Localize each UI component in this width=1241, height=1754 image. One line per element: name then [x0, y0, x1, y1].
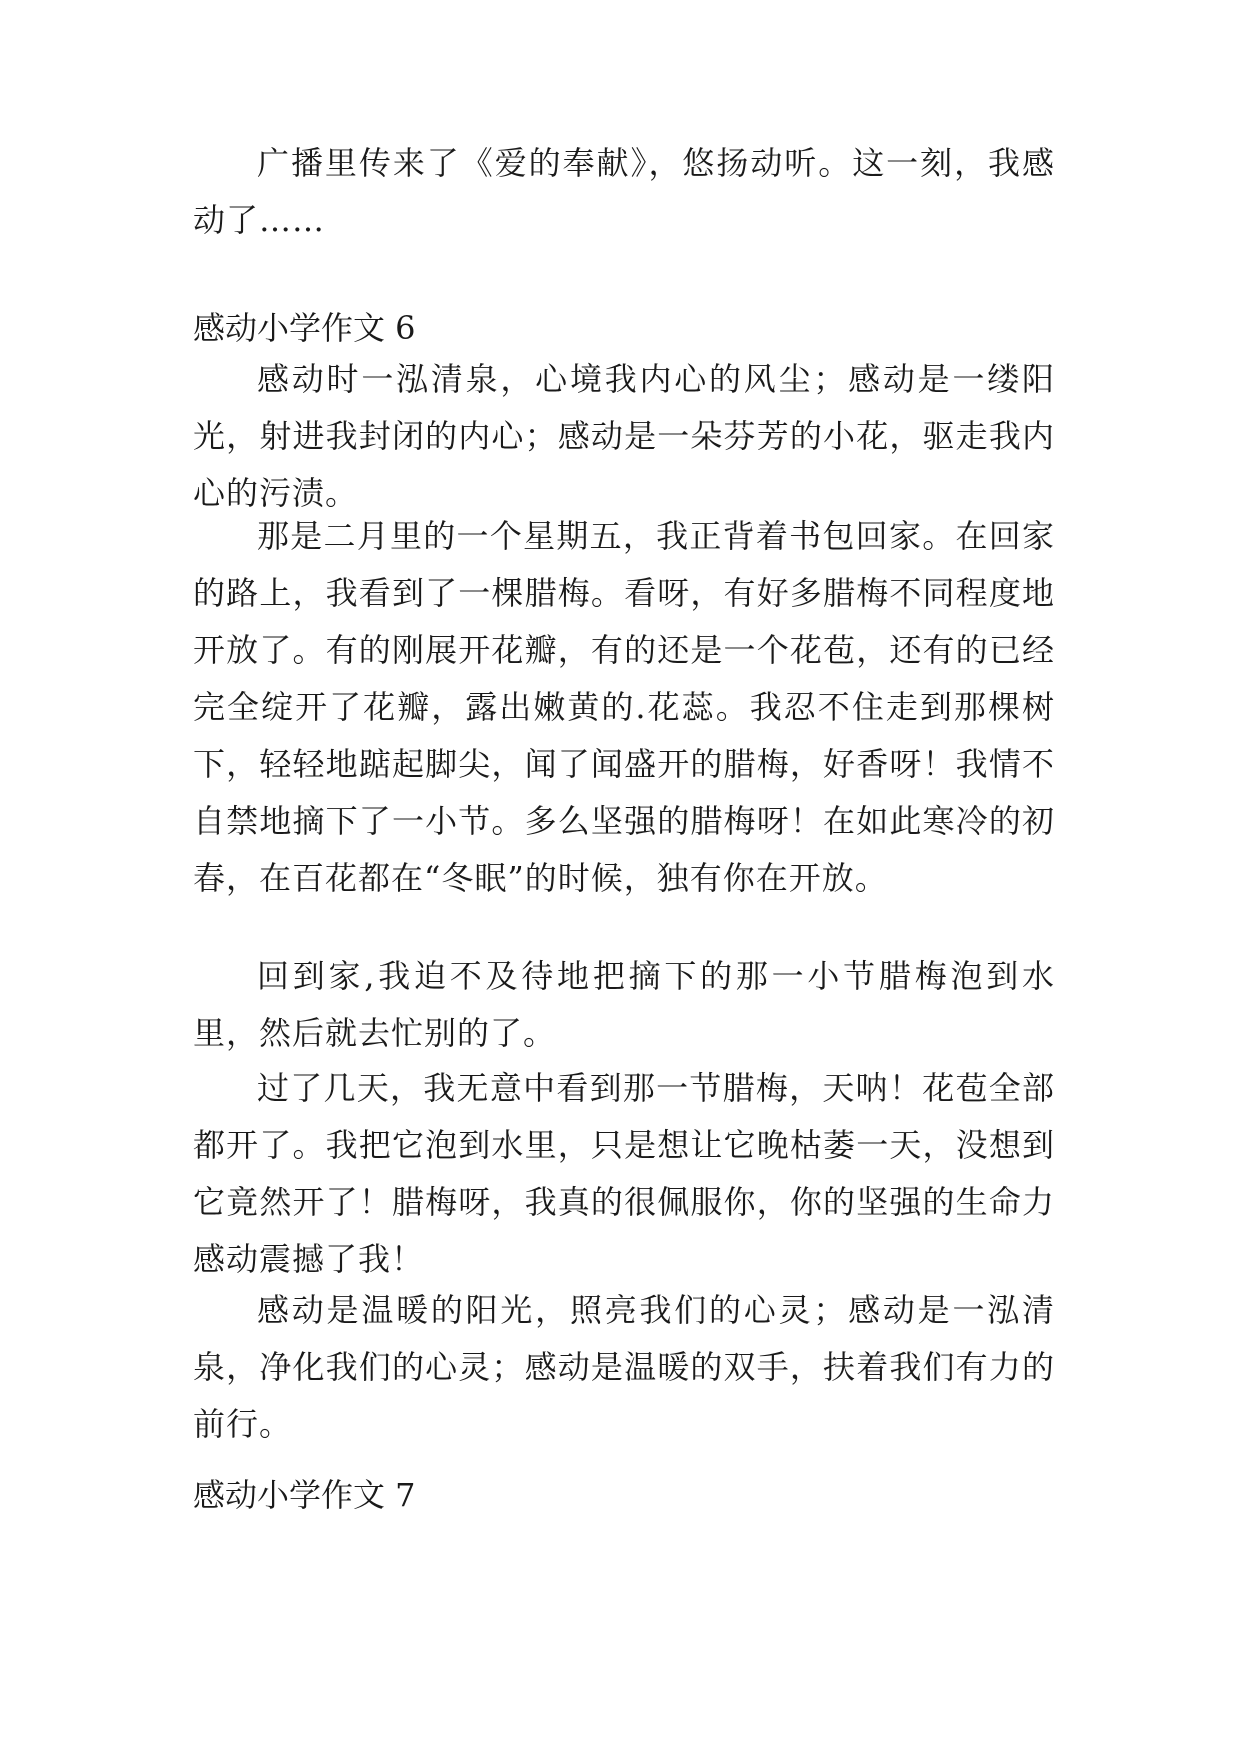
- section-7-heading: 感动小学作文 7: [193, 1476, 416, 1514]
- section-6-heading: 感动小学作文 6: [193, 309, 416, 347]
- section-6-paragraph-1: 感动时一泓清泉，心境我内心的风尘；感动是一缕阳光，射进我封闭的内心；感动是一朵芬芳的小花，驱走我内心的污渍。: [193, 360, 1055, 512]
- intro-paragraph: 广播里传来了《爱的奉献》，悠扬动听。这一刻，我感动了……: [193, 144, 1055, 239]
- section-6-paragraph-2: 那是二月里的一个星期五，我正背着书包回家。在回家的路上，我看到了一棵腊梅。看呀，有好多腊梅不同程度地开放了。有的刚展开花瓣，有的还是一个花苞，还有的已经完全绽开了花瓣，露出嫩黄的.花蕊。我忍不住走到那棵树下，轻轻地踮起脚尖，闻了闻盛开的腊梅，好香呀！我情不自禁地摘下了一小节。多么坚强的腊梅呀！在如此寒冷的初春，在百花都在“冬眠”的时候，独有你在开放。: [193, 517, 1055, 897]
- section-6-paragraph-5: 感动是温暖的阳光，照亮我们的心灵；感动是一泓清泉，净化我们的心灵；感动是温暖的双手，扶着我们有力的前行。: [193, 1291, 1055, 1443]
- section-6-paragraph-3: 回到家,我迫不及待地把摘下的那一小节腊梅泡到水里，然后就去忙别的了。: [193, 957, 1055, 1052]
- section-6-paragraph-4: 过了几天，我无意中看到那一节腊梅，天呐！花苞全部都开了。我把它泡到水里，只是想让它晚枯萎一天，没想到它竟然开了！腊梅呀，我真的很佩服你，你的坚强的生命力感动震撼了我！: [193, 1069, 1055, 1278]
